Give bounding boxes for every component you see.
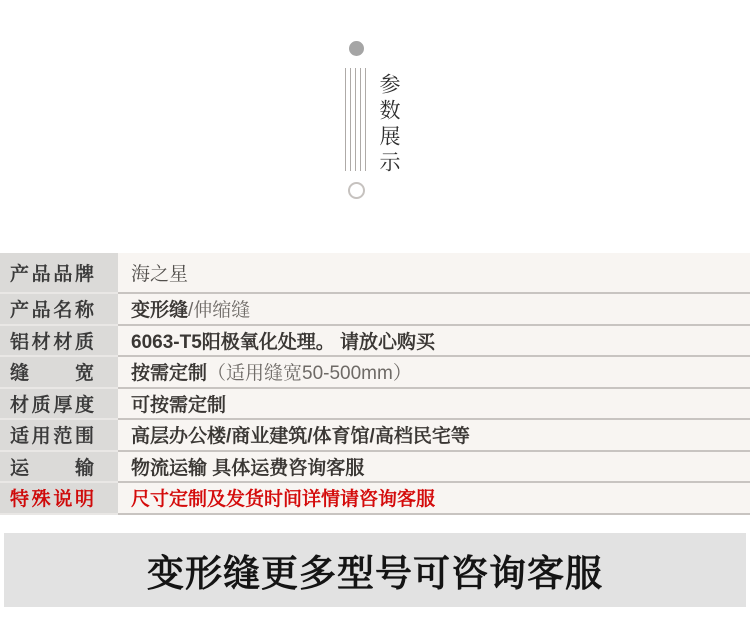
row-label: 材质厚度 <box>10 394 94 416</box>
row-value-cell <box>118 483 750 515</box>
row-value: 按需定制 <box>131 363 208 385</box>
table-row <box>0 357 750 389</box>
spec-table <box>0 253 750 515</box>
row-value: 海之星 <box>131 264 189 285</box>
row-value: 6063-T5阳极氧化处理。 请放心购买 <box>131 331 436 353</box>
more-models-banner <box>4 533 746 607</box>
table-row <box>0 326 750 358</box>
row-value-cell <box>118 294 750 326</box>
row-label-cell <box>0 389 118 421</box>
row-label-cell <box>0 253 118 294</box>
row-value: 高层办公楼/商业建筑/体育馆/高档民宅等 <box>131 426 470 448</box>
row-value-cell <box>118 253 750 294</box>
row-label-cell <box>0 483 118 515</box>
table-row <box>0 452 750 484</box>
filled-dot-icon <box>349 41 364 56</box>
row-value-cell <box>118 452 750 484</box>
vertical-divider-lines <box>345 68 366 171</box>
table-row <box>0 253 750 294</box>
row-value: 可按需定制 <box>131 394 227 416</box>
table-row-special-note <box>0 483 750 515</box>
section-title-vertical: 参数展示 <box>377 73 400 177</box>
row-value-cell <box>118 389 750 421</box>
row-label-cell <box>0 420 118 452</box>
table-row <box>0 420 750 452</box>
row-label: 产品名称 <box>10 300 94 322</box>
hollow-circle-icon <box>348 182 365 199</box>
row-label-cell <box>0 294 118 326</box>
row-label: 缝 宽 <box>10 363 94 385</box>
row-value-secondary: /伸缩缝 <box>188 300 251 322</box>
row-label-cell <box>0 452 118 484</box>
table-row <box>0 294 750 326</box>
row-label: 适用范围 <box>10 426 94 448</box>
row-value: 变形缝 <box>131 300 189 322</box>
row-value-cell <box>118 357 750 389</box>
table-row <box>0 389 750 421</box>
row-label: 特殊说明 <box>10 489 94 511</box>
row-value: 物流运输 具体运费咨询客服 <box>131 457 365 479</box>
row-value: 尺寸定制及发货时间详情请咨询客服 <box>131 489 436 511</box>
banner-text: 变形缝更多型号可咨询客服 <box>147 553 603 594</box>
row-value-cell <box>118 326 750 358</box>
row-label: 产品品牌 <box>10 264 94 285</box>
row-label: 运 输 <box>10 457 94 479</box>
row-value-cell <box>118 420 750 452</box>
row-label: 铝材材质 <box>10 331 94 353</box>
row-label-cell <box>0 326 118 358</box>
row-label-cell <box>0 357 118 389</box>
row-value-secondary: （适用缝宽50-500mm） <box>207 363 412 385</box>
